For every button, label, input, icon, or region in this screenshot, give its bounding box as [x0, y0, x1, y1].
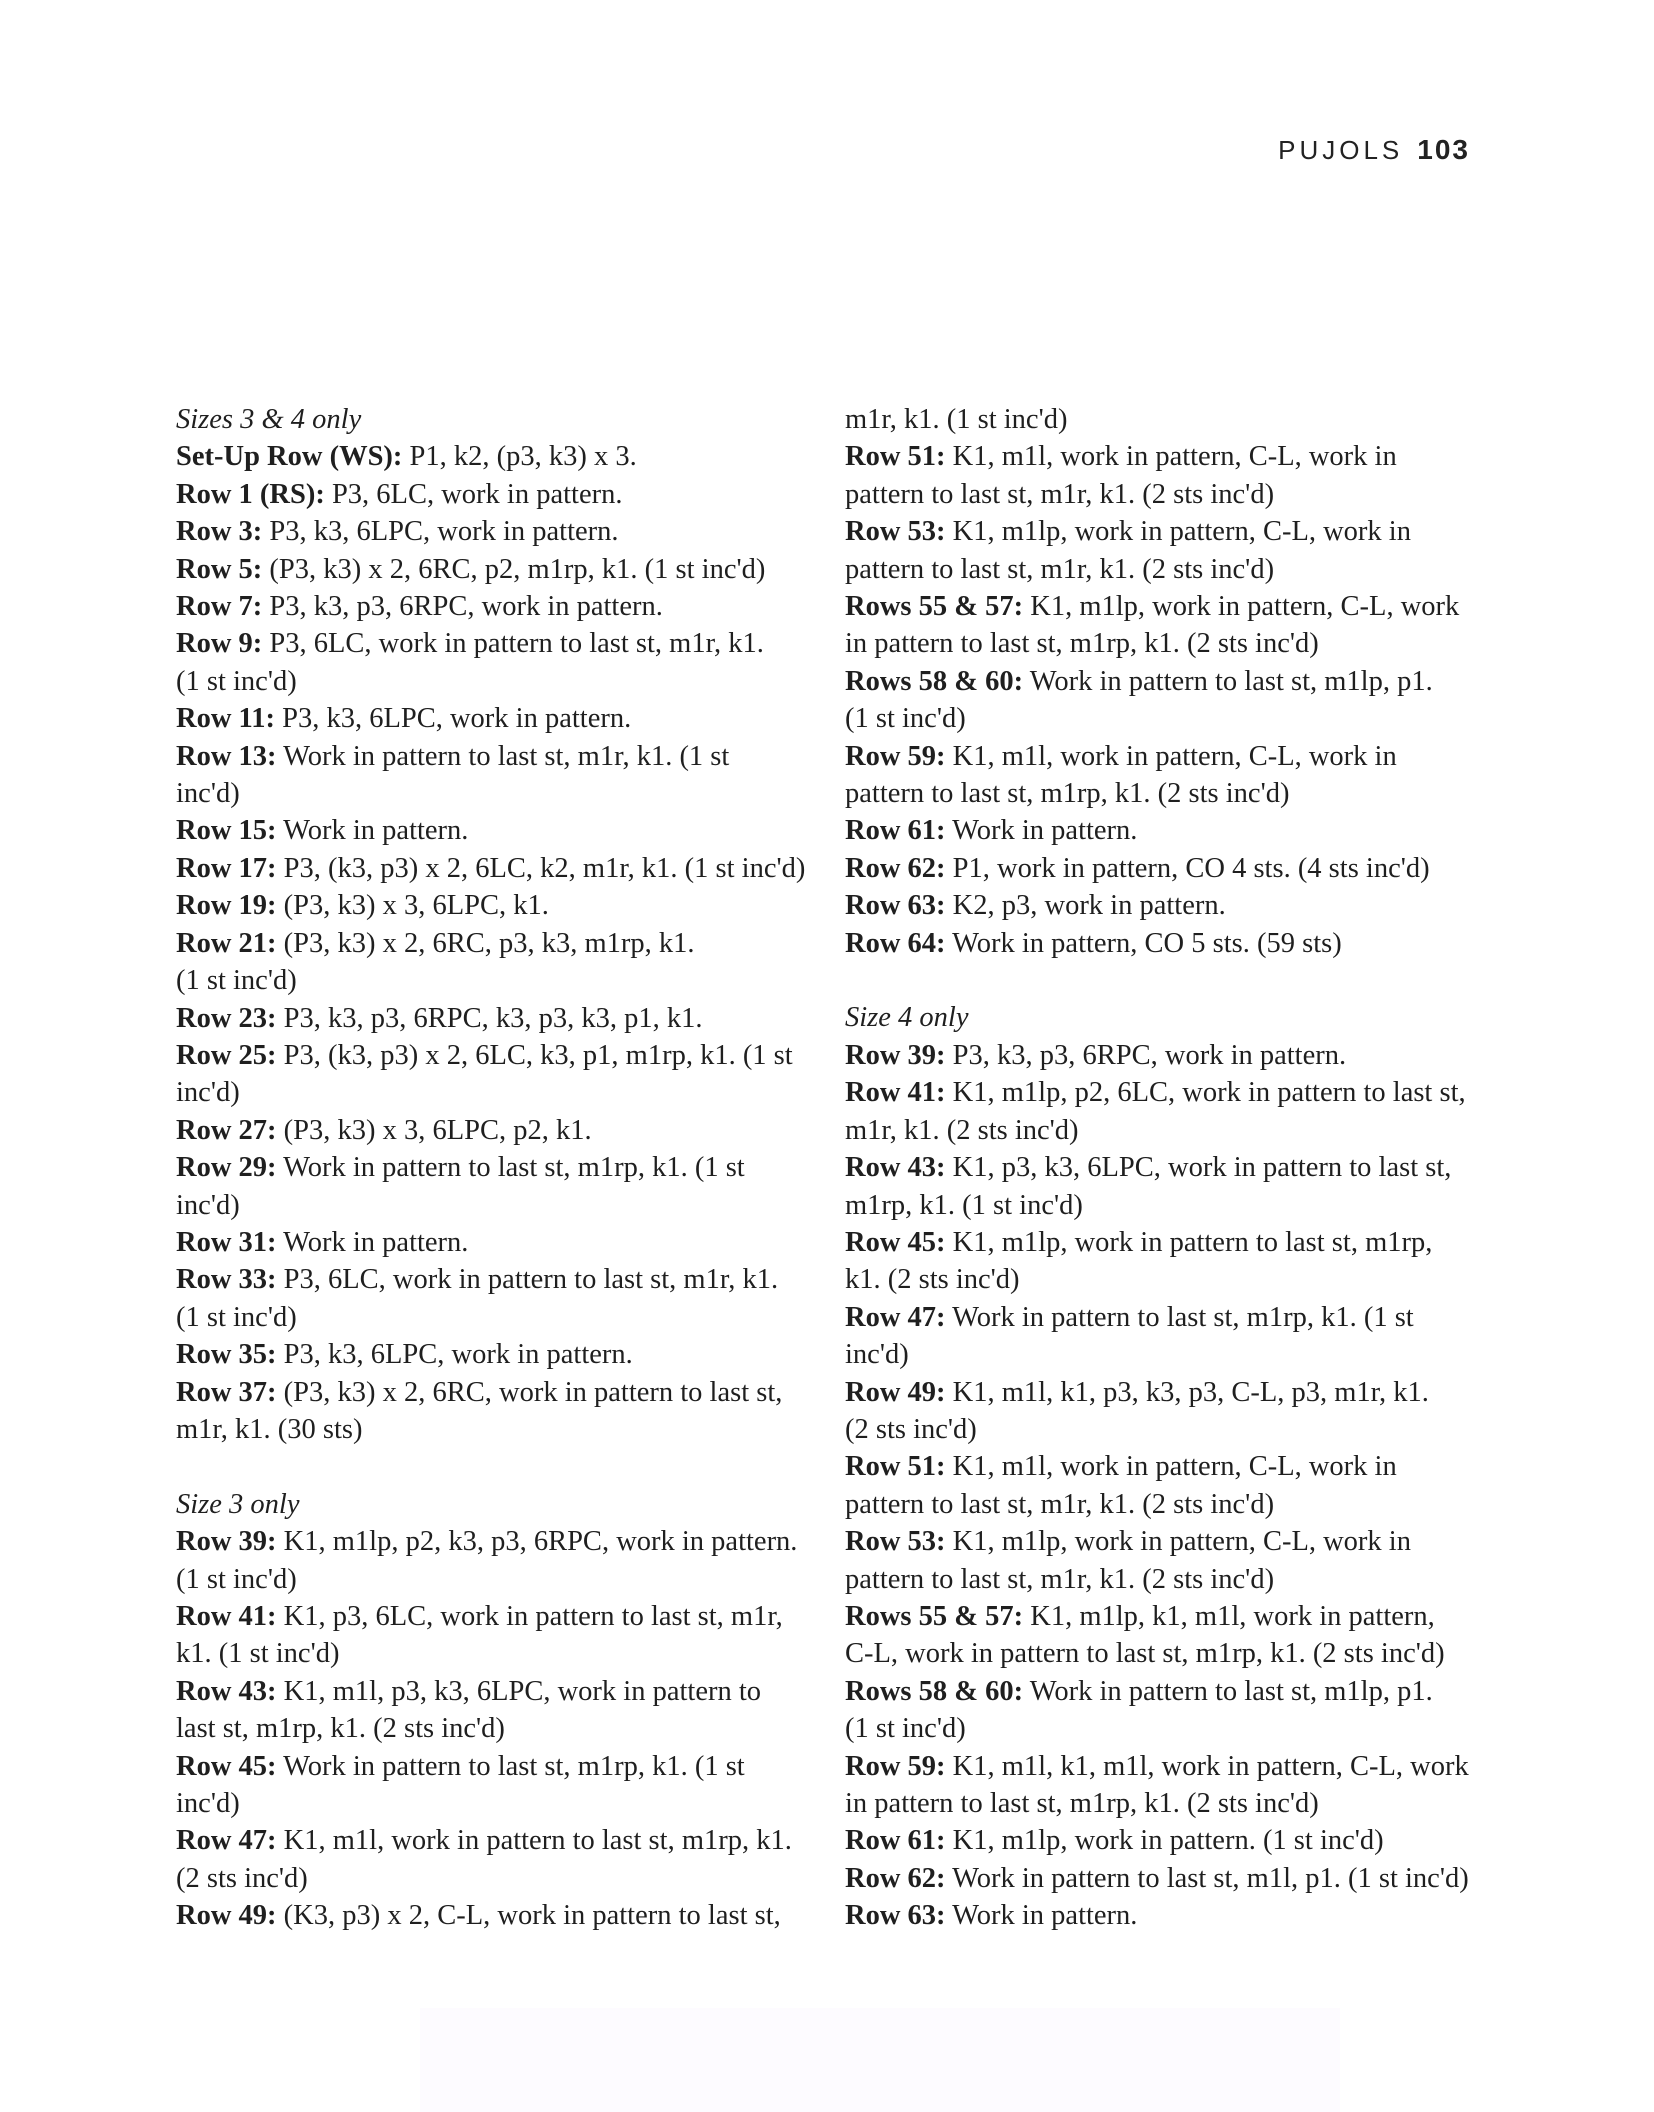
row-text: Work in pattern, CO 5 sts. (59 sts): [945, 927, 1342, 959]
instruction-line: [176, 1374, 816, 1411]
section-gap: [845, 962, 1505, 999]
instruction-line: [176, 1523, 816, 1560]
row-label: Row 59:: [845, 740, 946, 772]
row-label: Row 45:: [845, 1226, 946, 1258]
row-text: (P3, k3) x 2, 6RC, work in pattern to last st,: [276, 1376, 783, 1408]
row-text: pattern to last st, m1r, k1. (2 sts inc'd): [845, 478, 1275, 510]
right-column: [845, 401, 1505, 1935]
instruction-line: [176, 625, 816, 662]
bottom-band: [420, 2008, 1340, 2112]
row-text: in pattern to last st, m1rp, k1. (2 sts inc'd): [845, 1788, 1319, 1820]
instruction-line: [176, 1411, 816, 1448]
row-label: Rows 58 & 60:: [845, 665, 1024, 697]
row-label: Row 9:: [176, 628, 263, 660]
row-label: Row 49:: [176, 1900, 277, 1932]
row-text: P3, (k3, p3) x 2, 6LC, k2, m1r, k1. (1 st inc'd): [276, 852, 806, 884]
instruction-line: [176, 925, 816, 962]
row-label: Row 59:: [845, 1750, 946, 1782]
instruction-line: [176, 812, 816, 849]
instruction-line: [845, 1748, 1505, 1785]
row-label: Row 7:: [176, 591, 263, 623]
row-text: Work in pattern to last st, m1rp, k1. (1 st: [276, 1152, 745, 1184]
row-text: K1, m1l, p3, k3, 6LPC, work in pattern to: [276, 1675, 762, 1707]
row-text: Work in pattern to last st, m1r, k1. (1 st: [276, 740, 730, 772]
row-label: Row 11:: [176, 703, 275, 735]
row-text: P3, k3, p3, 6RPC, k3, p3, k3, p1, k1.: [276, 1002, 703, 1034]
left-column: [176, 401, 816, 1935]
instruction-line: [176, 588, 816, 625]
row-label: Row 62:: [845, 852, 946, 884]
instruction-line: [176, 887, 816, 924]
instruction-line: [845, 1411, 1505, 1448]
instruction-line: [845, 588, 1505, 625]
row-text: K1, m1l, work in pattern, C-L, work in: [945, 1451, 1397, 1483]
row-text: m1r, k1. (1 st inc'd): [845, 404, 1068, 435]
instruction-line: [845, 1523, 1505, 1560]
instruction-line: [176, 663, 816, 700]
row-text: K1, m1lp, k1, m1l, work in pattern,: [1023, 1600, 1435, 1632]
instruction-line: [845, 1336, 1505, 1373]
row-text: K1, m1lp, p2, k3, p3, 6RPC, work in pattern.: [276, 1526, 798, 1558]
row-label: Row 21:: [176, 927, 277, 959]
instruction-line: [845, 438, 1505, 475]
row-text: P3, k3, p3, 6RPC, work in pattern.: [262, 591, 663, 623]
row-text: m1rp, k1. (1 st inc'd): [845, 1189, 1083, 1221]
row-text: pattern to last st, m1r, k1. (2 sts inc'd): [845, 553, 1275, 585]
instruction-line: [176, 513, 816, 550]
row-text: P1, k2, (p3, k3) x 3.: [402, 441, 637, 473]
row-text: P3, k3, p3, 6RPC, work in pattern.: [945, 1039, 1347, 1071]
row-label: Row 29:: [176, 1152, 277, 1184]
row-label: Row 63:: [845, 1900, 946, 1932]
instruction-line: [845, 850, 1505, 887]
row-text: K1, m1l, work in pattern to last st, m1rp, k1.: [276, 1825, 792, 1857]
row-label: Row 35:: [176, 1339, 277, 1371]
instruction-line: [845, 625, 1505, 662]
row-text: Work in pattern to last st, m1lp, p1.: [1023, 665, 1433, 697]
row-label: Rows 58 & 60:: [845, 1675, 1024, 1707]
instruction-line: [176, 700, 816, 737]
instruction-line: [176, 551, 816, 588]
row-label: Row 1 (RS):: [176, 478, 325, 510]
instruction-line: [845, 1561, 1505, 1598]
row-text: (1 st inc'd): [845, 1713, 966, 1745]
instruction-line: [176, 438, 816, 475]
instruction-line: [845, 1187, 1505, 1224]
row-label: Row 53:: [845, 516, 946, 548]
row-text: inc'd): [176, 1788, 240, 1820]
instruction-line: [845, 738, 1505, 775]
row-text: (1 st inc'd): [176, 1301, 297, 1333]
row-text: K1, p3, k3, 6LPC, work in pattern to last st,: [945, 1152, 1452, 1184]
instruction-line: [845, 1374, 1505, 1411]
instruction-line: [176, 1336, 816, 1373]
instruction-line: [176, 1561, 816, 1598]
row-text: Work in pattern to last st, m1rp, k1. (1 st: [945, 1301, 1414, 1333]
instruction-line: [176, 738, 816, 775]
instruction-line: [845, 1448, 1505, 1485]
instruction-line: [176, 1598, 816, 1635]
instruction-line: [845, 1897, 1505, 1934]
row-label: Row 51:: [845, 441, 946, 473]
instruction-line: [845, 476, 1505, 513]
row-label: Row 47:: [845, 1301, 946, 1333]
instruction-line: [845, 812, 1505, 849]
row-label: Row 37:: [176, 1376, 277, 1408]
row-text: inc'd): [176, 778, 240, 810]
row-label: Row 49:: [845, 1376, 946, 1408]
instruction-line: [845, 775, 1505, 812]
instruction-line: [845, 1860, 1505, 1897]
instruction-line: [845, 1785, 1505, 1822]
row-label: Row 47:: [176, 1825, 277, 1857]
row-label: Row 64:: [845, 927, 946, 959]
row-label: Row 23:: [176, 1002, 277, 1034]
row-label: Rows 55 & 57:: [845, 591, 1024, 623]
instruction-line: [845, 1598, 1505, 1635]
section-gap: [176, 1448, 816, 1485]
row-text: (2 sts inc'd): [176, 1862, 308, 1894]
row-label: Row 15:: [176, 815, 277, 847]
row-text: k1. (2 sts inc'd): [845, 1264, 1020, 1296]
instruction-line: [845, 551, 1505, 588]
instruction-line: [845, 1037, 1505, 1074]
instruction-line: [845, 1112, 1505, 1149]
row-label: Row 33:: [176, 1264, 277, 1296]
row-text: P3, k3, 6LPC, work in pattern.: [274, 703, 632, 735]
instruction-line: [176, 1822, 816, 1859]
row-text: Work in pattern.: [276, 815, 469, 847]
instruction-line: [845, 1299, 1505, 1336]
row-label: Row 5:: [176, 553, 263, 585]
instruction-line: [176, 1785, 816, 1822]
row-text: P3, 6LC, work in pattern to last st, m1r, k1.: [276, 1264, 779, 1296]
row-label: Row 41:: [845, 1077, 946, 1109]
row-label: Row 3:: [176, 516, 263, 548]
instruction-line: [845, 887, 1505, 924]
instruction-line: [176, 1037, 816, 1074]
instruction-line: [845, 401, 1505, 438]
row-text: pattern to last st, m1rp, k1. (2 sts inc'd): [845, 778, 1290, 810]
running-head: [1278, 134, 1470, 166]
instruction-line: [176, 476, 816, 513]
row-text: Work in pattern to last st, m1rp, k1. (1 st: [276, 1750, 745, 1782]
row-label: Row 61:: [845, 1825, 946, 1857]
row-text: Work in pattern.: [276, 1226, 469, 1258]
row-text: K1, m1l, work in pattern, C-L, work in: [945, 740, 1397, 772]
section-heading: Sizes 3 & 4 only: [176, 404, 362, 435]
instruction-line: [845, 1149, 1505, 1186]
row-text: (1 st inc'd): [176, 665, 297, 697]
instruction-line: [845, 925, 1505, 962]
row-text: inc'd): [845, 1339, 909, 1371]
instruction-line: [176, 1897, 816, 1934]
instruction-line: [845, 1635, 1505, 1672]
instruction-line: [845, 1261, 1505, 1298]
row-label: Row 61:: [845, 815, 946, 847]
row-label: Row 53:: [845, 1526, 946, 1558]
row-label: Row 41:: [176, 1600, 277, 1632]
row-text: inc'd): [176, 1189, 240, 1221]
row-text: (P3, k3) x 3, 6LPC, k1.: [276, 890, 549, 922]
row-text: P3, (k3, p3) x 2, 6LC, k3, p1, m1rp, k1. (1 st: [276, 1039, 793, 1071]
row-label: Row 39:: [176, 1526, 277, 1558]
row-label: Row 19:: [176, 890, 277, 922]
row-text: Work in pattern.: [945, 815, 1138, 847]
instruction-line: [176, 1710, 816, 1747]
row-text: (1 st inc'd): [845, 703, 966, 735]
instruction-line: [176, 1224, 816, 1261]
row-text: in pattern to last st, m1rp, k1. (2 sts inc'd): [845, 628, 1319, 660]
instruction-line: [176, 1074, 816, 1111]
page-number: 103: [1417, 134, 1470, 165]
row-text: K1, m1lp, p2, 6LC, work in pattern to last st,: [945, 1077, 1466, 1109]
instruction-line: [176, 962, 816, 999]
row-text: P3, k3, 6LPC, work in pattern.: [276, 1339, 633, 1371]
row-text: (P3, k3) x 3, 6LPC, p2, k1.: [276, 1114, 592, 1146]
row-text: K2, p3, work in pattern.: [945, 890, 1226, 922]
instruction-line: [176, 1000, 816, 1037]
instruction-line: [176, 1112, 816, 1149]
row-label: Row 31:: [176, 1226, 277, 1258]
instruction-line: [845, 1074, 1505, 1111]
instruction-line: [176, 1860, 816, 1897]
row-text: (K3, p3) x 2, C-L, work in pattern to last st,: [276, 1900, 781, 1932]
row-text: Work in pattern.: [945, 1900, 1138, 1932]
running-title: PUJOLS: [1278, 135, 1404, 165]
row-text: pattern to last st, m1r, k1. (2 sts inc'd): [845, 1488, 1275, 1520]
instruction-line: [845, 1673, 1505, 1710]
instruction-line: [845, 1710, 1505, 1747]
row-label: Row 25:: [176, 1039, 277, 1071]
section-heading: Size 3 only: [176, 1488, 300, 1520]
row-text: K1, m1l, work in pattern, C-L, work in: [945, 441, 1397, 473]
row-text: C-L, work in pattern to last st, m1rp, k1. (2 sts inc'd): [845, 1638, 1445, 1670]
row-text: (2 sts inc'd): [845, 1413, 977, 1445]
instruction-line: [176, 1149, 816, 1186]
row-text: K1, p3, 6LC, work in pattern to last st, m1r,: [276, 1600, 783, 1632]
row-label: Row 63:: [845, 890, 946, 922]
row-text: K1, m1lp, work in pattern, C-L, work in: [945, 516, 1411, 548]
row-text: Work in pattern to last st, m1lp, p1.: [1023, 1675, 1433, 1707]
row-label: Row 43:: [845, 1152, 946, 1184]
row-text: (P3, k3) x 2, 6RC, p3, k3, m1rp, k1.: [276, 927, 695, 959]
row-label: Row 39:: [845, 1039, 946, 1071]
instruction-line: [176, 775, 816, 812]
row-label: Row 17:: [176, 852, 277, 884]
instruction-line: [176, 1673, 816, 1710]
row-label: Row 45:: [176, 1750, 277, 1782]
row-text: P3, k3, 6LPC, work in pattern.: [262, 516, 619, 548]
row-label: Row 51:: [845, 1451, 946, 1483]
row-text: m1r, k1. (30 sts): [176, 1413, 363, 1445]
instruction-line: [845, 1224, 1505, 1261]
row-text: K1, m1l, k1, m1l, work in pattern, C-L, work: [945, 1750, 1469, 1782]
row-text: k1. (1 st inc'd): [176, 1638, 340, 1670]
row-text: K1, m1lp, work in pattern, C-L, work in: [945, 1526, 1411, 1558]
row-text: K1, m1l, k1, p3, k3, p3, C-L, p3, m1r, k1.: [945, 1376, 1429, 1408]
row-text: last st, m1rp, k1. (2 sts inc'd): [176, 1713, 505, 1745]
row-text: inc'd): [176, 1077, 240, 1109]
instruction-line: [176, 1299, 816, 1336]
instruction-line: [845, 700, 1505, 737]
row-label: Set-Up Row (WS):: [176, 441, 403, 473]
row-text: Work in pattern to last st, m1l, p1. (1 st inc'd): [945, 1862, 1469, 1894]
section-heading: Size 4 only: [845, 1002, 969, 1034]
row-text: (1 st inc'd): [176, 965, 297, 997]
row-label: Row 27:: [176, 1114, 277, 1146]
instruction-line: [845, 663, 1505, 700]
row-text: m1r, k1. (2 sts inc'd): [845, 1114, 1079, 1146]
row-text: P3, 6LC, work in pattern.: [324, 478, 623, 510]
instruction-line: [845, 1486, 1505, 1523]
row-text: P1, work in pattern, CO 4 sts. (4 sts inc'd): [945, 852, 1430, 884]
instruction-line: [176, 1635, 816, 1672]
instruction-line: [176, 1187, 816, 1224]
instruction-line: [176, 850, 816, 887]
row-label: Row 13:: [176, 740, 277, 772]
instruction-line: [176, 1261, 816, 1298]
row-label: Row 62:: [845, 1862, 946, 1894]
row-text: (P3, k3) x 2, 6RC, p2, m1rp, k1. (1 st inc'd): [262, 553, 766, 585]
row-text: K1, m1lp, work in pattern, C-L, work: [1023, 591, 1460, 623]
row-label: Rows 55 & 57:: [845, 1600, 1024, 1632]
row-text: K1, m1lp, work in pattern to last st, m1rp,: [945, 1226, 1433, 1258]
row-text: K1, m1lp, work in pattern. (1 st inc'd): [945, 1825, 1384, 1857]
instruction-line: [176, 1748, 816, 1785]
row-text: P3, 6LC, work in pattern to last st, m1r, k1.: [262, 628, 764, 660]
row-text: pattern to last st, m1r, k1. (2 sts inc'd): [845, 1563, 1275, 1595]
row-text: (1 st inc'd): [176, 1563, 297, 1595]
row-label: Row 43:: [176, 1675, 277, 1707]
instruction-line: [845, 513, 1505, 550]
instruction-line: [845, 1822, 1505, 1859]
